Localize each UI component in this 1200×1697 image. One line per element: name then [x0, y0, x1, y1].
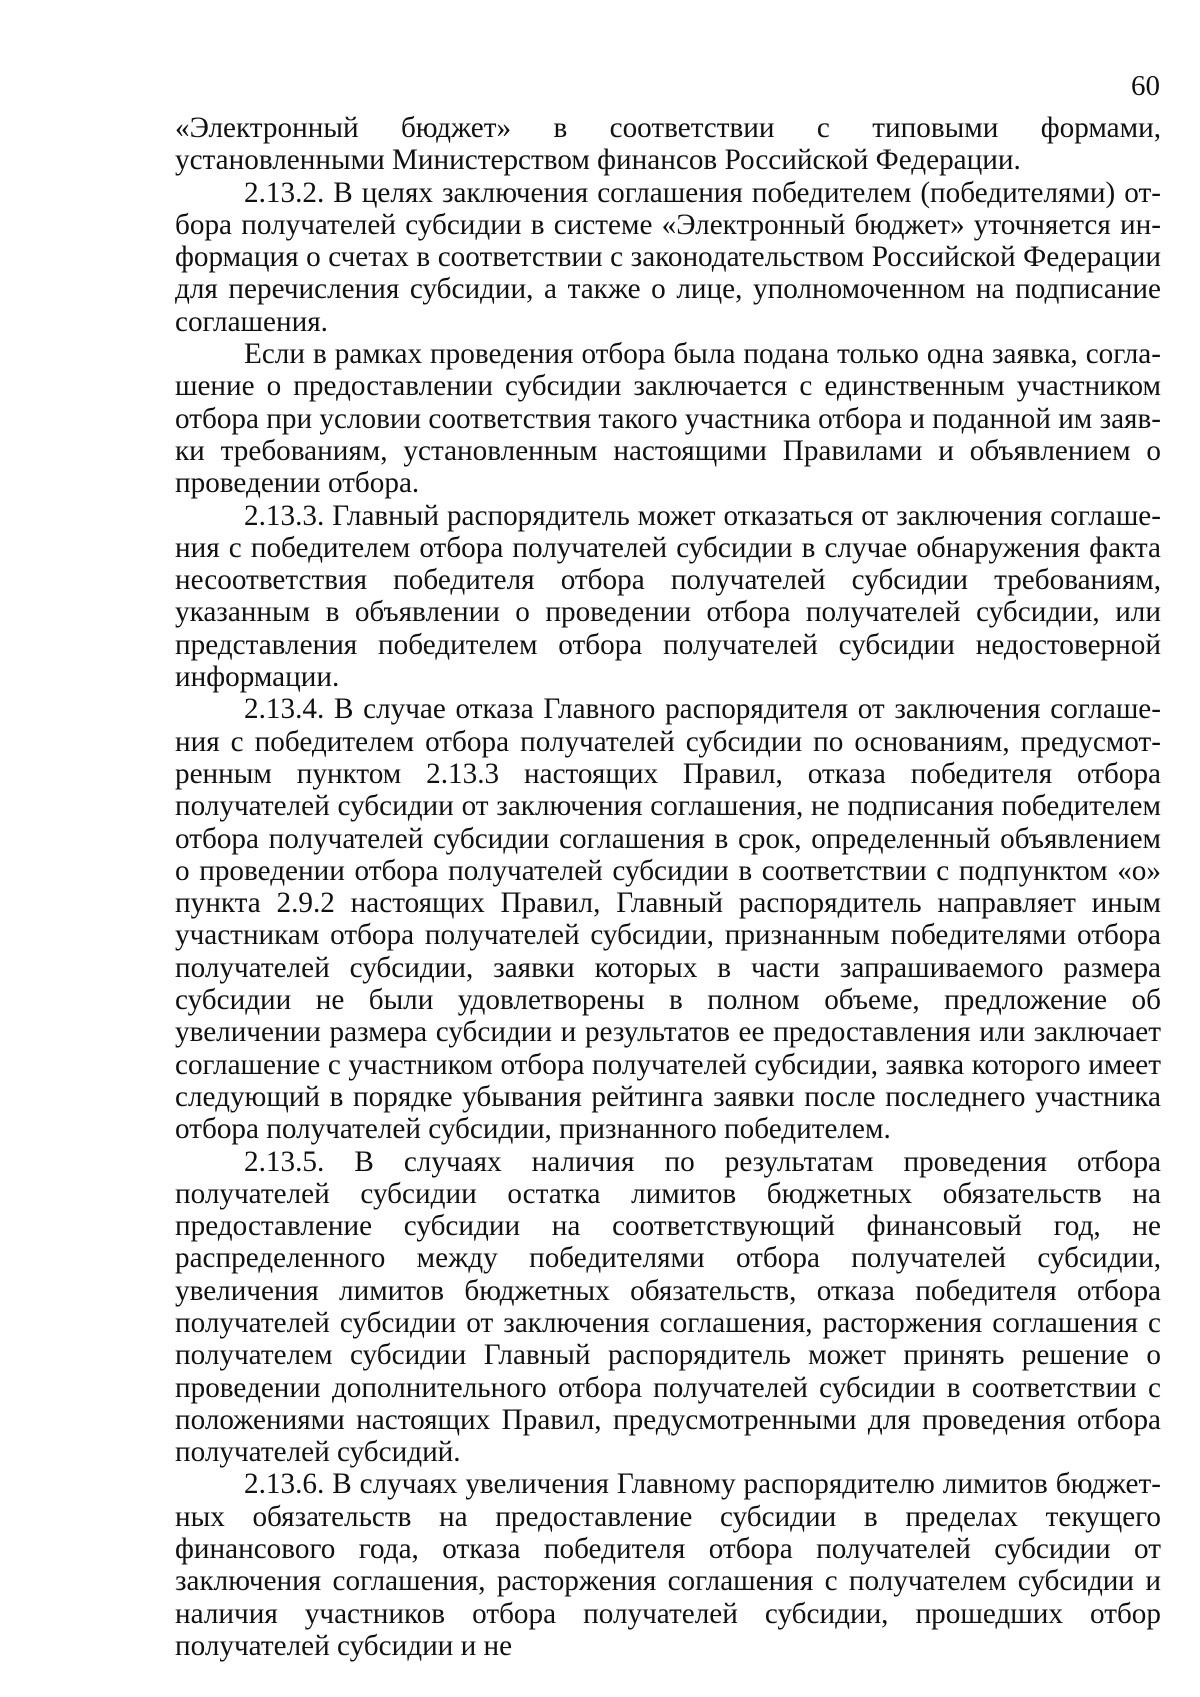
- document-body: [175, 112, 1161, 1662]
- page-number: 60: [1131, 70, 1160, 102]
- paragraph: 2.13.6. В случаях увеличения Главному распорядителю лимитов бюджетных обязательств на предоставление субсидии в пределах текущего финансового года, отказа победителя отбора получателей субсидии от заключения соглашения, расторжения соглашения с получателем субсидии и наличия участников отбора получателей субсидии, прошедших отбор получателей субсидии и не: [175, 1468, 1161, 1662]
- paragraph: 2.13.5. В случаях наличия по результатам проведения отбора получателей субсидии остатка лимитов бюджетных обязательств на предоставление субсидии на соответствующий финансовый год, не распределенного между победителями отбора получателей субсидии, увеличения лимитов бюджетных обязательств, отказа победителя отбора получателей субсидии от заключения соглашения, расторжения соглашения с получателем субсидии Главный распорядитель может принять решение о проведении дополнительного отбора получателей субсидии в соответствии с положениями настоящих Правил, предусмотренными для проведения отбора получателей субсидий.: [175, 1145, 1161, 1469]
- paragraph: Если в рамках проведения отбора была подана только одна заявка, соглашение о предоставлении субсидии заключается с единственным участником отбора при условии соответствия такого участника отбора и поданной им заявки требованиям, установленным настоящими Правилами и объявлением о проведении отбора.: [175, 338, 1162, 500]
- paragraph: 2.13.2. В целях заключения соглашения победителем (победителями) отбора получателей субсидии в системе «Электронный бюджет» уточняется информация о счетах в соответствии с законодательством Российской Федерации для перечисления субсидии, а также о лице, уполномоченном на подписание соглашения.: [175, 176, 1161, 338]
- paragraph: «Электронный бюджет» в соответствии с типовыми формами, установленными Министерством финансов Российской Федерации.: [175, 112, 1161, 177]
- paragraph: 2.13.3. Главный распорядитель может отказаться от заключения соглашения с победителем отбора получателей субсидии в случае обнаружения факта несоответствия победителя отбора получателей субсидии требованиям, указанным в объявлении о проведении отбора получателей субсидии, или представления победителем отбора получателей субсидии недостоверной информации.: [175, 499, 1161, 694]
- paragraph: 2.13.4. В случае отказа Главного распорядителя от заключения соглашения с победителем отбора получателей субсидии по основаниям, предусмотренным пунктом 2.13.3 настоящих Правил, отказа победителя отбора получателей субсидии от заключения соглашения, не подписания победителем отбора получателей субсидии соглашения в срок, определенный объявлением о проведении отбора получателей субсидии в соответствии с подпунктом «о» пункта 2.9.2 настоящих Правил, Главный распорядитель направляет иным участникам отбора получателей субсидии, признанным победителями отбора получателей субсидии, заявки которых в части запрашиваемого размера субсидии не были удовлетворены в полном объеме, предложение об увеличении размера субсидии и результатов ее предоставления или заключает соглашение с участником отбора получателей субсидии, заявка которого имеет следующий в порядке убывания рейтинга заявки после последнего участника отбора получателей субсидии, признанного победителем.: [175, 693, 1161, 1146]
